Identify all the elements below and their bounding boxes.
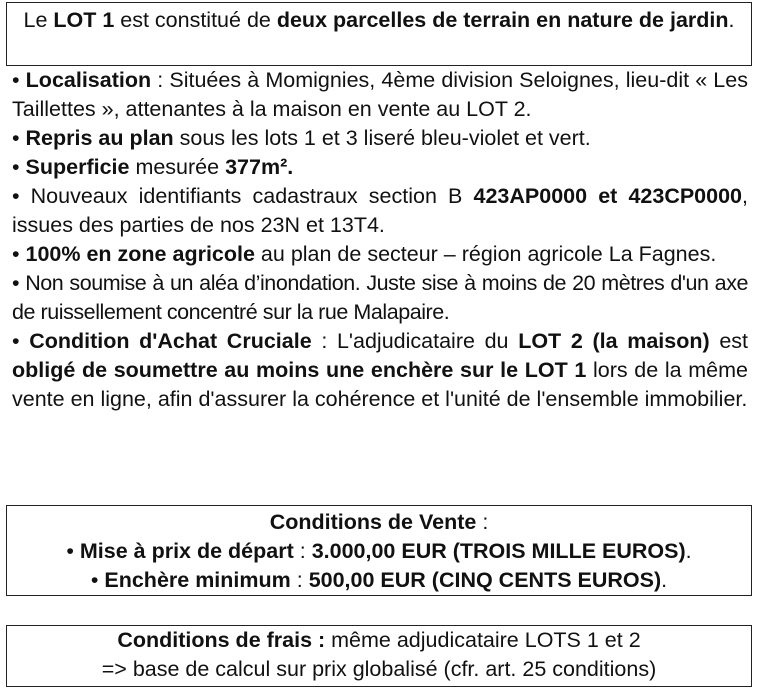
detail-plan: • Repris au plan sous les lots 1 et 3 liseré bleu-violet et vert. (12, 126, 591, 150)
detail-value: 423AP0000 et 423CP0000 (473, 184, 743, 208)
fees-text: même adjudicataire LOTS 1 et 2 (325, 628, 641, 652)
lot-details (12, 66, 748, 414)
header-text-part: Le (23, 8, 54, 32)
fees-title: Conditions de frais : (117, 628, 326, 652)
sale-title-text: Conditions de Vente (269, 510, 477, 534)
detail-text: : Situées à Momignies, 4ème division Seloignes, lieu-dit « Les Taillettes », attenantes à la maison en vente au LOT 2. (12, 68, 748, 121)
detail-text: Nouveaux identifiants cadastraux section B (19, 184, 474, 208)
sale-value: 500,00 EUR (CINQ CENTS EUROS) (308, 568, 662, 592)
sale-label: Mise à prix de départ (79, 539, 294, 563)
detail-text: lors de la même vente en ligne, afin d'assurer la cohérence et l'unité de l'ensemble immobilier. (12, 358, 748, 411)
detail-text: : L'adjudicataire du (311, 329, 519, 353)
detail-label: Localisation (25, 68, 152, 92)
detail-label: Superficie (25, 155, 130, 179)
sale-minimum-bid: • Enchère minimum : 500,00 EUR (CINQ CENTS EUROS). (90, 568, 668, 592)
detail-value: obligé de soumettre au moins une enchère sur le LOT 1 (12, 358, 587, 382)
detail-text: mesurée (129, 155, 226, 179)
detail-text: est (709, 329, 749, 353)
detail-text: , issues des parties de nos 23N et 13T4. (12, 184, 749, 237)
detail-label: Repris au plan (25, 126, 174, 150)
sale-label: Enchère minimum (104, 568, 291, 592)
detail-text: sous les lots 1 et 3 liseré bleu-violet et vert. (173, 126, 591, 150)
lot-header-box (6, 2, 752, 66)
detail-cadastre: • Nouveaux identifiants cadastraux section B 423AP0000 et 423CP0000, issues des parties de nos 23N et 13T4. (12, 184, 749, 237)
detail-area: • Superficie mesurée 377m². (12, 155, 294, 179)
header-text-part: . (728, 8, 735, 32)
sale-value: 3.000,00 EUR (TROIS MILLE EUROS) (311, 539, 686, 563)
header-text-part: est constitué de (114, 8, 277, 32)
sale-title-suffix: : (476, 510, 489, 534)
sale-conditions-box (6, 505, 752, 596)
fees-line-1 (7, 626, 751, 655)
lot-number: LOT 1 (53, 8, 115, 32)
detail-label: 100% en zone agricole (25, 242, 255, 266)
detail-location: • Localisation : Situées à Momignies, 4ème division Seloignes, lieu-dit « Les Taillettes », attenantes à la maison en vente au LOT 2. (12, 68, 748, 121)
header-text (23, 8, 734, 32)
detail-agricultural: • 100% en zone agricole au plan de secteur – région agricole La Fagnes. (12, 242, 717, 266)
fees-conditions-box (6, 625, 752, 687)
fees-line-2: => base de calcul sur prix globalisé (cfr. art. 25 conditions) (101, 657, 657, 681)
detail-text: au plan de secteur – région agricole La Fagnes. (254, 242, 717, 266)
sale-title (7, 508, 751, 537)
lot-description: deux parcelles de terrain en nature de jardin (276, 8, 729, 32)
detail-text: Non soumise à un aléa d’inondation. Juste sise à moins de 20 mètres d'un axe de ruissellement concentré sur la rue Malapaire. (12, 271, 748, 324)
detail-value: 377m². (225, 155, 294, 179)
detail-value: LOT 2 (la maison) (518, 329, 710, 353)
detail-label: Condition d'Achat Cruciale (29, 329, 312, 353)
sale-starting-price: • Mise à prix de départ : 3.000,00 EUR (TROIS MILLE EUROS). (66, 539, 692, 563)
detail-flood: • Non soumise à un aléa d’inondation. Juste sise à moins de 20 mètres d'un axe de ruissellement concentré sur la rue Malapaire. (12, 271, 748, 324)
detail-purchase-condition: • Condition d'Achat Cruciale : L'adjudicataire du LOT 2 (la maison) est obligé de soumettre au moins une enchère sur le LOT 1 lors de la même vente en ligne, afin d'assurer la cohérence et l'unité de l'ensemble immobilier. (12, 329, 749, 411)
